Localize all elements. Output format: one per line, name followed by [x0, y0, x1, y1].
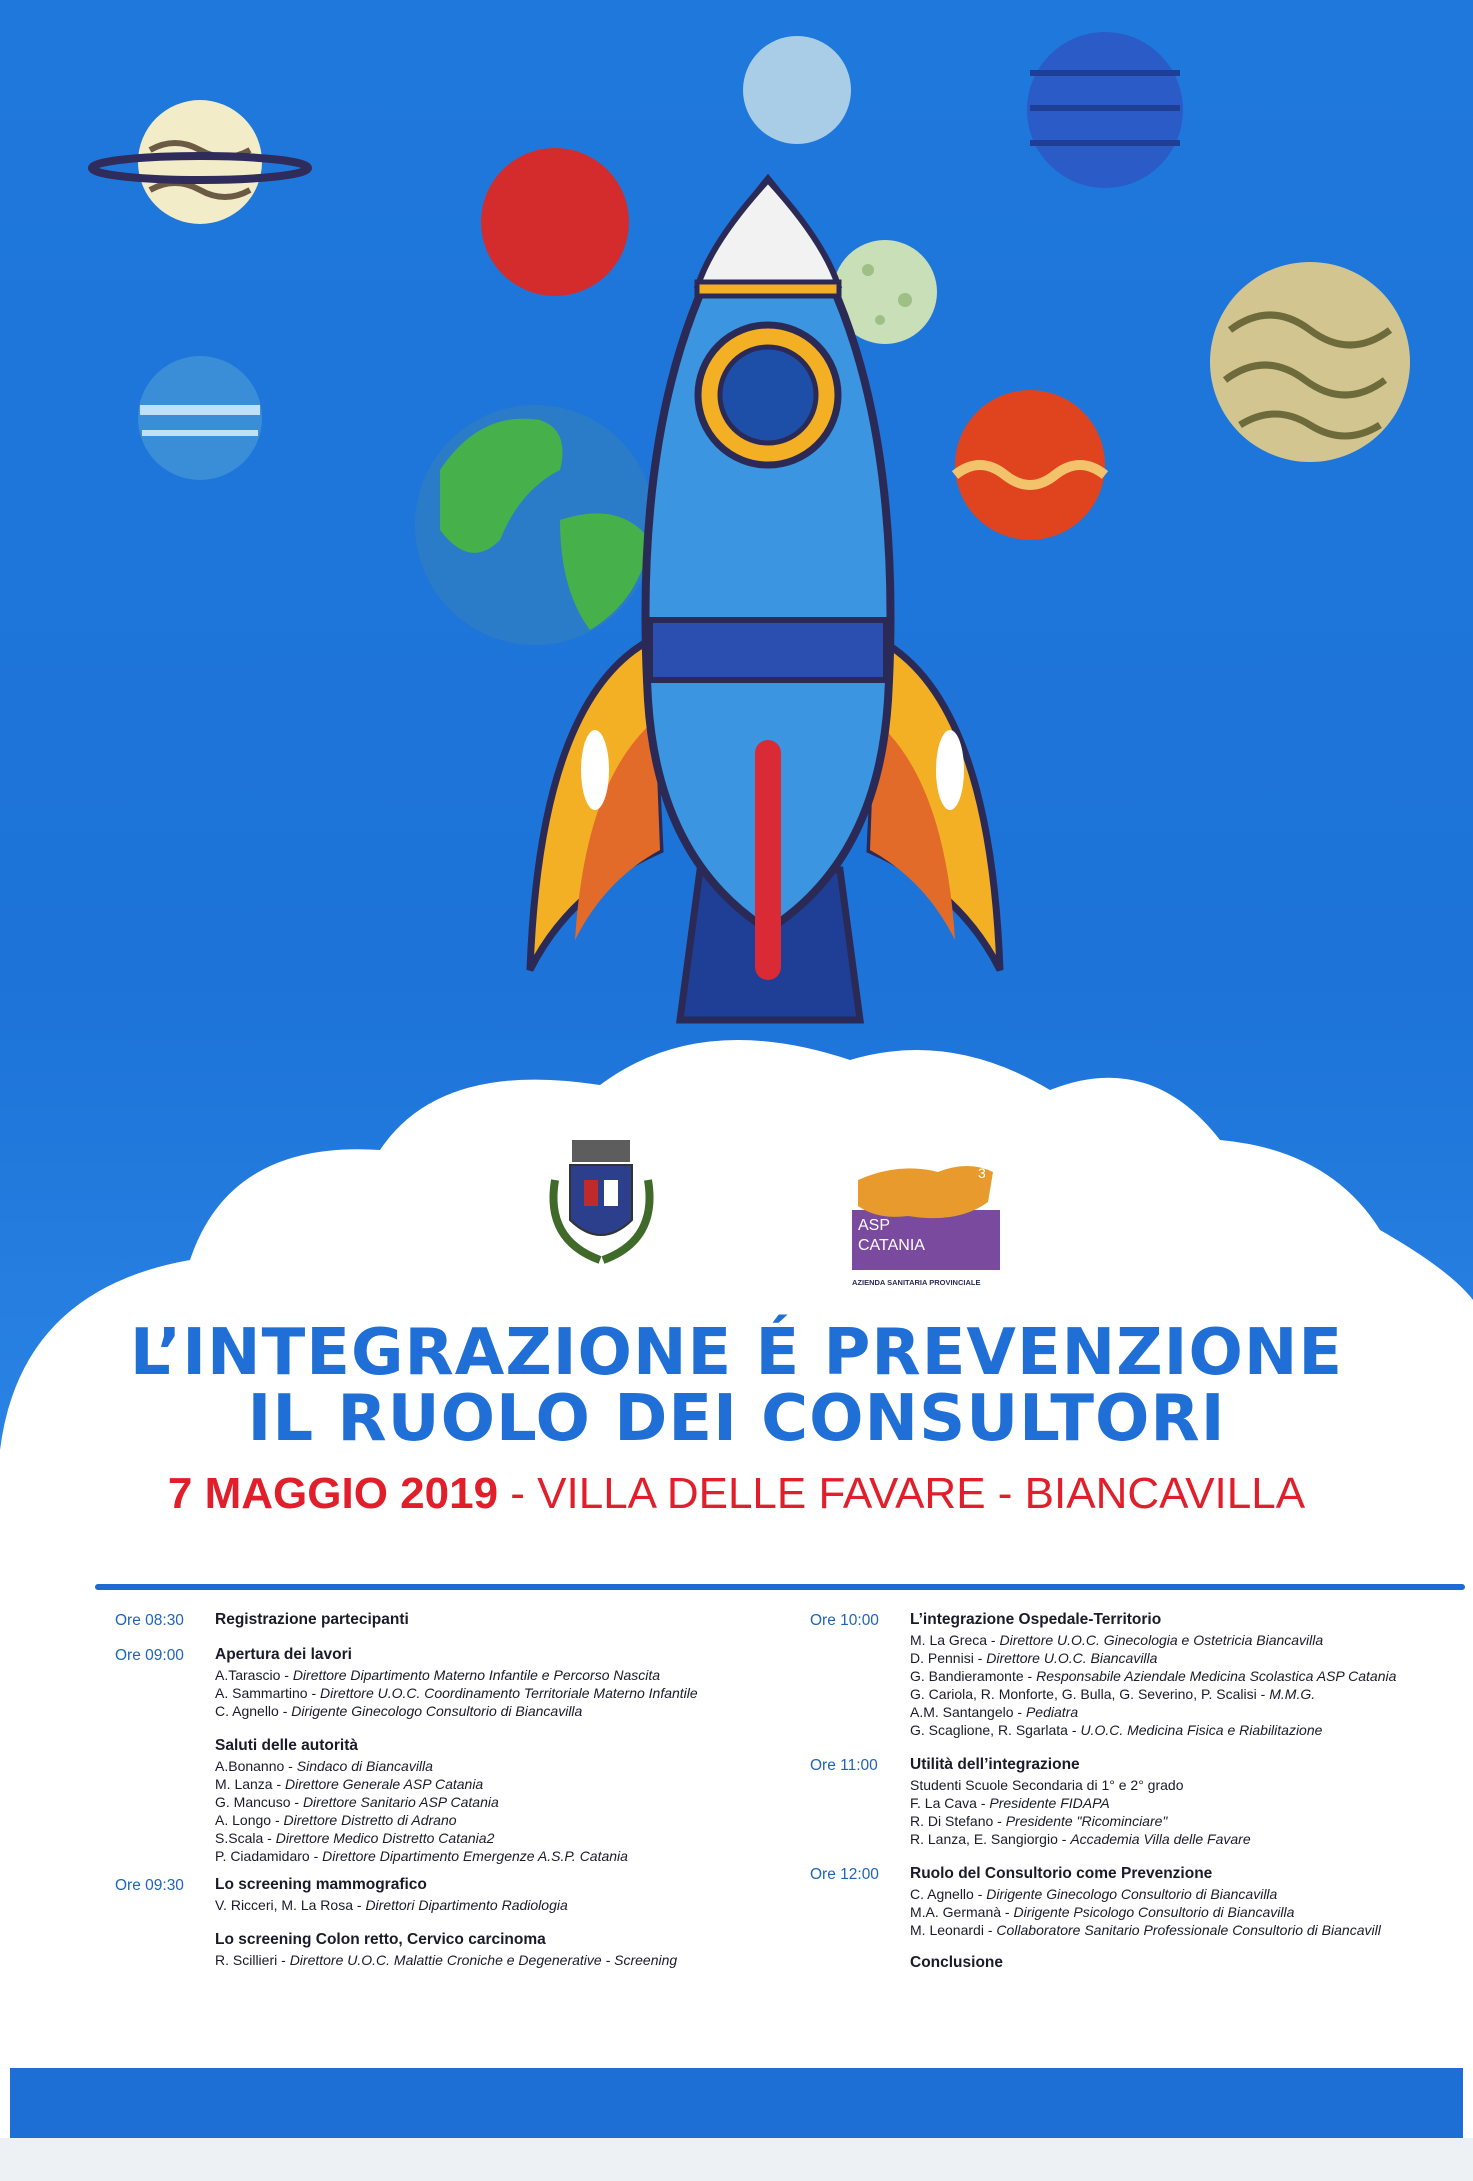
- program-item: [115, 1645, 765, 1865]
- program-line: R. Lanza, E. Sangiorgio - Accademia Villa delle Favare: [910, 1831, 1251, 1847]
- program-line: A.Tarascio - Direttore Dipartimento Materno Infantile e Percorso Nascita: [215, 1667, 661, 1683]
- program-heading: Conclusione: [910, 1954, 1004, 1971]
- title-line-1: L’INTEGRAZIONE É PREVENZIONE: [129, 1316, 1344, 1390]
- divider: [95, 1584, 1465, 1590]
- program-line: S.Scala - Direttore Medico Distretto Catania2: [215, 1830, 495, 1846]
- program-line: R. Di Stefano - Presidente "Ricominciare": [910, 1813, 1168, 1829]
- program-item: [810, 1755, 1460, 1848]
- program-line: G. Mancuso - Direttore Sanitario ASP Catania: [215, 1794, 499, 1810]
- program-heading: Utilità dell’integrazione: [910, 1756, 1080, 1773]
- program-line: A. Longo - Direttore Distretto di Adrano: [215, 1812, 457, 1828]
- program-line: M.A. Germanà - Dirigente Psicologo Consultorio di Biancavilla: [910, 1904, 1295, 1920]
- program-line: A. Sammartino - Direttore U.O.C. Coordinamento Territoriale Materno Infantile: [215, 1685, 698, 1701]
- asp-number: 3: [978, 1165, 986, 1181]
- asp-label: ASP: [858, 1217, 891, 1234]
- title-block: [0, 1316, 1473, 1518]
- asp-catania-logo: [852, 1165, 1000, 1287]
- event-subtitle: [0, 1470, 1473, 1518]
- program-item: [810, 1610, 1460, 1739]
- program-line: G. Bandieramonte - Responsabile Aziendale Medicina Scolastica ASP Catania: [910, 1668, 1397, 1684]
- program-heading: Lo screening mammografico: [215, 1876, 427, 1893]
- program-line: G. Cariola, R. Monforte, G. Bulla, G. Severino, P. Scalisi - M.M.G.: [910, 1686, 1316, 1702]
- program-line: A.Bonanno - Sindaco di Biancavilla: [215, 1758, 433, 1774]
- program-item: [810, 1864, 1460, 1974]
- program-line: D. Pennisi - Direttore U.O.C. Biancavilla: [910, 1650, 1158, 1666]
- program-right-column: [810, 1610, 1460, 1984]
- program-line: M. Lanza - Direttore Generale ASP Catania: [215, 1776, 484, 1792]
- program-heading: Lo screening Colon retto, Cervico carcinoma: [215, 1931, 546, 1948]
- program-item: [115, 1875, 765, 1969]
- program-time: Ore 12:00: [810, 1866, 879, 1883]
- program-line: V. Ricceri, M. La Rosa - Direttori Dipartimento Radiologia: [215, 1897, 568, 1913]
- program-heading: L’integrazione Ospedale-Territorio: [910, 1611, 1162, 1628]
- program-item: [115, 1610, 765, 1631]
- program-line: Studenti Scuole Secondaria di 1° e 2° grado: [910, 1777, 1184, 1793]
- program-line: C. Agnello - Dirigente Ginecologo Consultorio di Biancavilla: [215, 1703, 583, 1719]
- title-line-2: IL RUOLO DEI CONSULTORI: [247, 1382, 1226, 1456]
- municipality-crest-icon: [553, 1140, 649, 1260]
- footer-band: [10, 2068, 1463, 2138]
- program-heading: Apertura dei lavori: [215, 1646, 352, 1663]
- program-left-column: [115, 1610, 765, 1979]
- program-time: Ore 09:00: [115, 1647, 184, 1664]
- program-line: F. La Cava - Presidente FIDAPA: [910, 1795, 1110, 1811]
- asp-caption: AZIENDA SANITARIA PROVINCIALE: [852, 1278, 981, 1287]
- footer-strip: [0, 2138, 1473, 2181]
- program-line: P. Ciadamidaro - Direttore Dipartimento Emergenze A.S.P. Catania: [215, 1848, 628, 1864]
- asp-city: CATANIA: [858, 1237, 925, 1254]
- program-heading: Saluti delle autorità: [215, 1737, 358, 1754]
- program-line: G. Scaglione, R. Sgarlata - U.O.C. Medicina Fisica e Riabilitazione: [910, 1722, 1323, 1738]
- program-time: Ore 08:30: [115, 1612, 184, 1629]
- program-line: M. La Greca - Direttore U.O.C. Ginecologia e Ostetricia Biancavilla: [910, 1632, 1324, 1648]
- event-place: - VILLA DELLE FAVARE - BIANCAVILLA: [498, 1469, 1306, 1518]
- program-heading: Registrazione partecipanti: [215, 1611, 409, 1628]
- program-line: M. Leonardi - Collaboratore Sanitario Professionale Consultorio di Biancavill: [910, 1922, 1381, 1938]
- program-line: C. Agnello - Dirigente Ginecologo Consultorio di Biancavilla: [910, 1886, 1278, 1902]
- program-line: A.M. Santangelo - Pediatra: [910, 1704, 1079, 1720]
- program-heading: Ruolo del Consultorio come Prevenzione: [910, 1865, 1213, 1882]
- program-time: Ore 11:00: [810, 1757, 878, 1774]
- logos-row: [0, 1130, 1473, 1300]
- program-time: Ore 10:00: [810, 1612, 879, 1629]
- event-date: 7 MAGGIO 2019: [167, 1469, 499, 1518]
- program-time: Ore 09:30: [115, 1877, 184, 1894]
- program-line: R. Scillieri - Direttore U.O.C. Malattie Croniche e Degenerative - Screening: [215, 1952, 678, 1968]
